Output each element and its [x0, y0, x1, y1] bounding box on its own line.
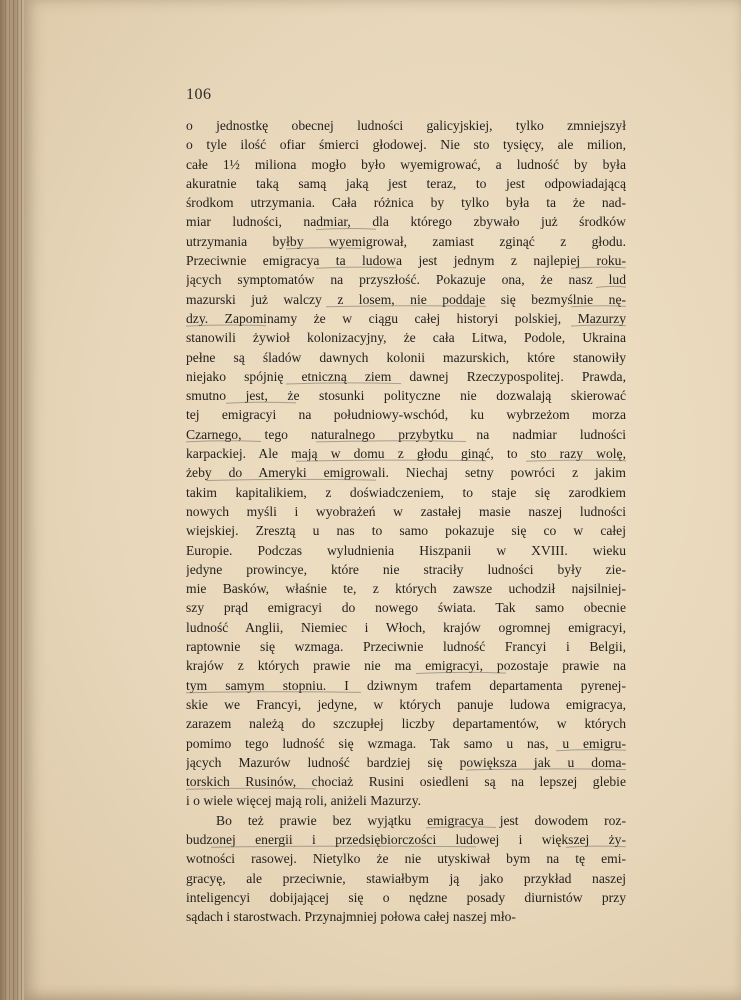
text-line: inteligencyi dobijającej się o nędzne posady diurnistów przy [186, 889, 626, 905]
text-line: jedyne prowincye, które nie straciły ludności były zie- [186, 561, 626, 577]
paragraph [186, 811, 626, 927]
text-line: akuratnie taką samą jaką jest teraz, to jest odpowiadającą [186, 175, 626, 191]
book-spine [0, 0, 24, 1000]
text-line: wotności rasowej. Nietylko że nie utyskiwał bym na tę emi- [186, 851, 626, 867]
text-line: nowych myśli i wyobrażeń w zastałej masie naszej ludności [186, 503, 626, 519]
text-line: wiejskiej. Zresztą u nas to samo pokazuje się co w całej [186, 523, 626, 539]
text-line: krajów z których prawie nie ma emigracyi, pozostaje prawie na [186, 658, 626, 674]
text-line: sądach i starostwach. Przynajmniej połowa całej naszej mło- [186, 909, 516, 925]
text-line: dzy. Zapominamy że w ciągu całej historyi polskiej, Mazurzy [186, 310, 626, 326]
text-line: ludność Anglii, Niemiec i Włoch, krajów ogromnej emigracyi, [186, 619, 626, 635]
text-line: i o wiele więcej mają roli, aniżeli Mazurzy. [186, 793, 422, 809]
text-line: Europie. Podczas wyludnienia Hiszpanii w XVIII. wieku [186, 542, 626, 558]
text-line: mie Basków, właśnie te, z których zawsze uchodził najsilniej- [186, 581, 626, 597]
text-line: niejako spójnię etniczną ziem dawnej Rzeczypospolitej. Prawda, [186, 368, 626, 384]
text-line: mazurski już walczy z losem, nie poddaje się bezmyślnie nę- [186, 291, 626, 307]
text-line: gracyę, ale przeciwnie, stawiałbym ją jako przykład naszej [186, 870, 626, 886]
text-line: środkom utrzymania. Cała różnica by tylko była ta że nad- [186, 195, 626, 211]
text-line: zarazem należą do szczupłej liczby departamentów, w których [186, 716, 626, 732]
body-text [186, 116, 626, 926]
text-line: Czarnego, tego naturalnego przybytku na nadmiar ludności [186, 426, 626, 442]
text-line: jących symptomatów na przyszłość. Pokazuje ona, że nasz lud [186, 272, 626, 288]
text-line: o jednostkę obecnej ludności galicyjskiej, tylko zmniejszył [186, 118, 626, 133]
text-line: Przeciwnie emigracya ta ludowa jest jednym z najlepiej roku- [186, 253, 626, 269]
text-line: raptownie się wzmaga. Przeciwnie ludność Francyi i Belgii, [186, 639, 626, 655]
text-line: całe 1½ miliona mogło było wyemigrować, a ludność by była [186, 156, 626, 172]
text-line: tej emigracyi na południowy-wschód, ku wybrzeżom morza [186, 407, 626, 423]
text-line: tym samym stopniu. I dziwnym trafem departamenta pyrenej- [186, 677, 626, 693]
text-line: pomimo tego ludność się wzmaga. Tak samo u nas, u emigru- [186, 735, 626, 751]
text-line: utrzymania byłby wyemigrował, zamiast zginąć z głodu. [186, 233, 626, 249]
text-line: miar ludności, nadmiar, dla którego zbywało już środków [186, 214, 626, 230]
text-line: torskich Rusinów, chociaż Rusini osiedleni są na lepszej glebie [186, 774, 626, 790]
page-number: 106 [186, 86, 212, 103]
text-line: Bo też prawie bez wyjątku emigracya jest dowodem roz- [216, 812, 626, 828]
text-line: takim kapitalikiem, z doświadczeniem, to staje się zarodkiem [186, 484, 626, 500]
text-line: karpackiej. Ale mają w domu z głodu ginąć, to sto razy wolę, [186, 446, 626, 462]
text-line: stanowili żywioł kolonizacyjny, że cała Litwa, Podole, Ukraina [186, 330, 626, 346]
text-line: szy prąd emigracyi do nowego świata. Tak samo obecnie [186, 600, 626, 616]
paragraph [186, 116, 626, 811]
text-line: smutno jest, że stosunki polityczne nie dozwalają skierować [186, 388, 626, 404]
text-line: jących Mazurów ludność bardziej się powiększa jak u doma- [186, 754, 626, 770]
text-line: żeby do Ameryki emigrowali. Niechaj setny powróci z jakim [186, 465, 626, 481]
text-line: budzonej energii i przedsiębiorczości ludowej i większej ży- [186, 831, 626, 847]
text-line: pełne są śladów dawnych kolonii mazurskich, które stanowiły [186, 349, 626, 365]
text-line: skie we Francyi, jedyne, w których panuje ludowa emigracya, [186, 696, 626, 712]
text-line: o tyle ilość ofiar śmierci głodowej. Nie sto tysięcy, ale milion, [186, 137, 626, 153]
